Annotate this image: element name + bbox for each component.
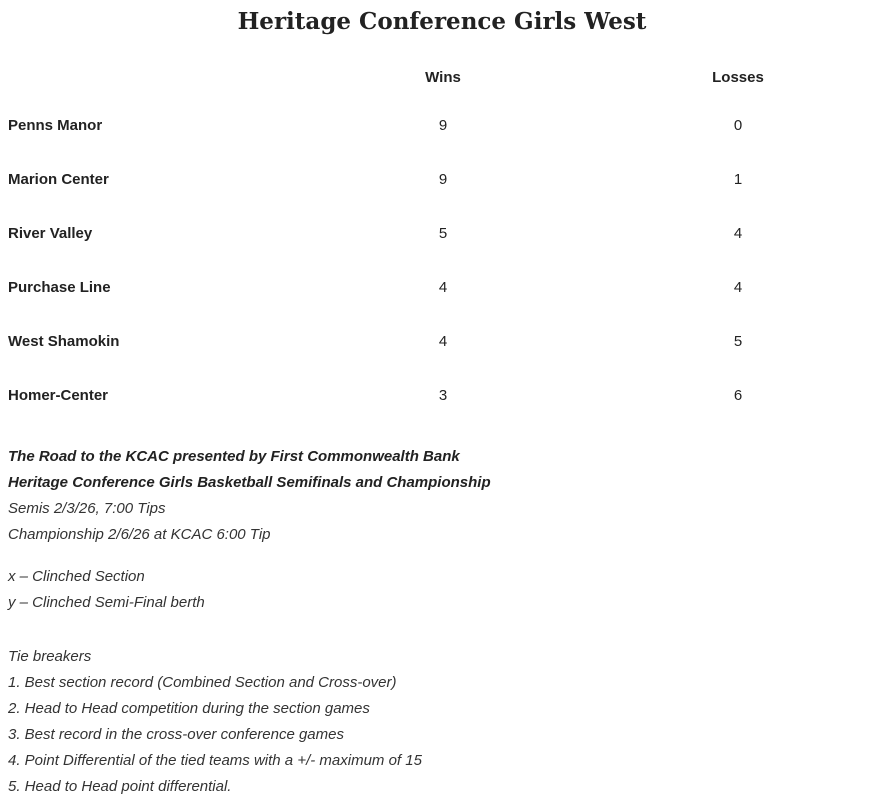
road-title: The Road to the KCAC presented by First Commonwealth Bank xyxy=(8,448,460,465)
table-row xyxy=(0,318,884,372)
table-header-row xyxy=(0,54,884,102)
event-title: Heritage Conference Girls Basketball Semifinals and Championship xyxy=(8,474,491,491)
team-wins: 4 xyxy=(438,279,448,296)
standings-notes xyxy=(8,444,868,800)
team-name: West Shamokin xyxy=(8,333,120,350)
team-name: Homer-Center xyxy=(8,387,109,404)
tiebreaker-item: 2. Head to Head competition during the section games xyxy=(8,700,370,717)
legend-x: x – Clinched Section xyxy=(8,568,145,585)
team-wins: 9 xyxy=(438,171,448,188)
losses-column-header: Losses xyxy=(712,69,764,86)
team-wins: 3 xyxy=(438,387,448,404)
team-wins: 9 xyxy=(438,117,448,134)
team-losses: 6 xyxy=(733,387,743,404)
table-row xyxy=(0,372,884,426)
spacer xyxy=(8,548,868,564)
team-losses: 0 xyxy=(733,117,743,134)
team-losses: 5 xyxy=(733,333,743,350)
table-row xyxy=(0,264,884,318)
legend-y: y – Clinched Semi-Final berth xyxy=(8,594,205,611)
spacer xyxy=(8,616,868,644)
page-title: Heritage Conference Girls West xyxy=(237,8,647,35)
team-wins: 4 xyxy=(438,333,448,350)
tiebreaker-item: 3. Best record in the cross-over conference games xyxy=(8,726,344,743)
table-row xyxy=(0,102,884,156)
tiebreaker-item: 1. Best section record (Combined Section and Cross-over) xyxy=(8,674,397,691)
team-wins: 5 xyxy=(438,225,448,242)
standings-table xyxy=(0,54,884,426)
table-row xyxy=(0,156,884,210)
tiebreaker-item: 4. Point Differential of the tied teams with a +/- maximum of 15 xyxy=(8,752,422,769)
team-losses: 1 xyxy=(733,171,743,188)
championship-schedule: Championship 2/6/26 at KCAC 6:00 Tip xyxy=(8,526,271,543)
team-name: River Valley xyxy=(8,225,93,242)
team-name: Purchase Line xyxy=(8,279,111,296)
semis-schedule: Semis 2/3/26, 7:00 Tips xyxy=(8,500,166,517)
tiebreakers-heading: Tie breakers xyxy=(8,648,92,665)
tiebreaker-item: 5. Head to Head point differential. xyxy=(8,778,232,795)
team-name: Marion Center xyxy=(8,171,109,188)
wins-column-header: Wins xyxy=(425,69,461,86)
team-losses: 4 xyxy=(733,279,743,296)
team-name: Penns Manor xyxy=(8,117,103,134)
team-losses: 4 xyxy=(733,225,743,242)
table-row xyxy=(0,210,884,264)
